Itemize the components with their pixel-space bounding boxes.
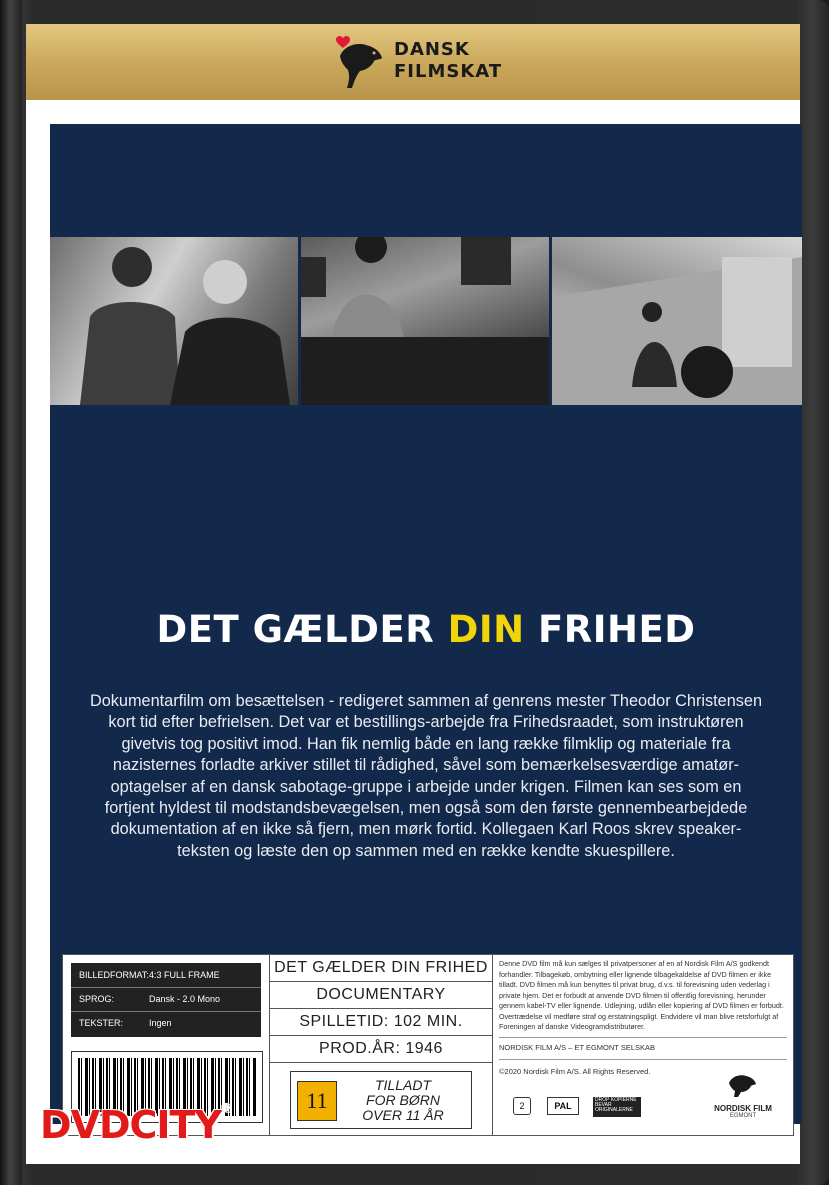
drop-line1: DROP <box>595 1097 610 1103</box>
case-hinge <box>0 0 22 1185</box>
drop-line3: BEVAR <box>595 1102 612 1108</box>
spec-divider <box>71 1011 261 1012</box>
registered-mark: ® <box>220 1103 230 1114</box>
spec-value: Dansk - 2.0 Mono <box>149 994 221 1004</box>
age-rating <box>290 1071 472 1129</box>
spec-divider <box>71 987 261 988</box>
meta-title: DET GÆLDER DIN FRIHED <box>270 955 492 982</box>
back-cover-insert <box>26 24 800 1164</box>
spec-value: 4:3 FULL FRAME <box>149 970 220 980</box>
legal-divider <box>499 1059 787 1060</box>
legal-text: Denne DVD film må kun sælges til privatpersoner af en af Nordisk Film A/S godkendt forhandler. Tilbagekøb, ombytning eller lignende tilbagekaldelse af DVD filmen er ikke tilladt. DVD filmen må kun benyttes til privat brug, d.v.s. til forevisning uden vederlag i private hjem. Det er forbudt at anvende DVD filmen til offentlig forevisning, herunder gennem kabel-TV eller lignende. Udlejning, udlån eller kopiering af DVD filmen er forbudt. Overtrædelse vil medføre straf og erstatningspligt. Endvidere vil man blive retsforfulgt af Foreningen af danske Videogramdistributører. <box>499 959 784 1031</box>
title-prefix: DET GÆLDER <box>156 608 448 651</box>
meta-runtime: SPILLETID: 102 MIN. <box>270 1009 492 1036</box>
meta-genre: DOCUMENTARY <box>270 982 492 1009</box>
photo-street-shapes <box>552 237 802 405</box>
drop-line4: ORIGINALERNE <box>595 1107 633 1113</box>
age-rating-number: 11 <box>297 1081 337 1121</box>
photo-street <box>552 237 802 405</box>
polar-bear-icon <box>726 1071 760 1097</box>
photo-brick-wall <box>301 237 549 405</box>
age-rating-text <box>343 1078 463 1123</box>
nordisk-film-name: NORDISK FILM <box>714 1104 772 1113</box>
rating-line1: TILLADT <box>374 1077 431 1093</box>
title-suffix: FRIHED <box>524 608 696 651</box>
drop-line2: KOPIERNE <box>610 1097 637 1103</box>
spec-box <box>71 963 261 1037</box>
photo-officer <box>50 237 298 405</box>
spec-row-language <box>79 989 220 1009</box>
heart-icon <box>336 36 350 49</box>
spec-label: BILLEDFORMAT: <box>79 970 149 980</box>
spec-row-subtitles <box>79 1013 172 1033</box>
meta-year: PROD.ÅR: 1946 <box>270 1036 492 1063</box>
brand-line1: DANSK <box>394 39 470 60</box>
dvdcity-watermark <box>40 1103 230 1147</box>
copyright: ©2020 Nordisk Film A/S. All Rights Reserved. <box>499 1067 651 1076</box>
nordisk-film-logo <box>703 1071 783 1119</box>
meta-table <box>269 955 493 1135</box>
company-line: NORDISK FILM A/S – ET EGMONT SELSKAB <box>499 1043 656 1052</box>
anti-piracy-badge <box>593 1097 641 1117</box>
spec-value: Ingen <box>149 1018 172 1028</box>
region-badge: 2 <box>513 1097 531 1115</box>
watermark-text: DVDCITY <box>40 1103 221 1147</box>
spec-label: SPROG: <box>79 994 115 1004</box>
photo-officer-shapes <box>50 237 298 405</box>
brand-header <box>26 24 800 100</box>
photo-strip <box>50 237 802 405</box>
nordisk-film-sub: EGMONT <box>729 1113 757 1119</box>
rating-line2: FOR BØRN <box>366 1092 440 1108</box>
movie-title <box>50 608 802 651</box>
photo-brick-wall-shapes <box>301 237 549 405</box>
brand-line2: FILMSKAT <box>394 61 503 82</box>
pal-badge: PAL <box>547 1097 579 1115</box>
rating-line3: OVER 11 ÅR <box>362 1107 444 1123</box>
legal-divider <box>499 1037 787 1038</box>
spec-label: TEKSTER: <box>79 1018 124 1028</box>
title-highlight: DIN <box>447 608 525 651</box>
dansk-filmskat-logo <box>336 36 536 90</box>
synopsis: Dokumentarfilm om besættelsen - redigeret sammen af genrens mester Theodor Christensen kort tid efter befrielsen. Det var et bestillings-arbejde fra Frihedsraadet, som instruktøren givetvis tog positivt imod. Han fik nemlig både en lang række filmklip og materiale fra nazisternes forladte arkiver stillet til rådighed, såvel som bemærkelsesværdige amatør-optagelser af en dansk sabotage-gruppe i arbejde under krigen. Filmen kan ses som en fortjent hyldest til modstandsbevægelsen, men også som den første gennembearbejdede dokumentation af en ikke så fjern, men mørk fortid. Kollegaen Karl Roos skrev speaker-teksten og læste den op sammen med en række kendte skuespillere. <box>89 692 763 860</box>
spec-row-format <box>79 965 220 985</box>
